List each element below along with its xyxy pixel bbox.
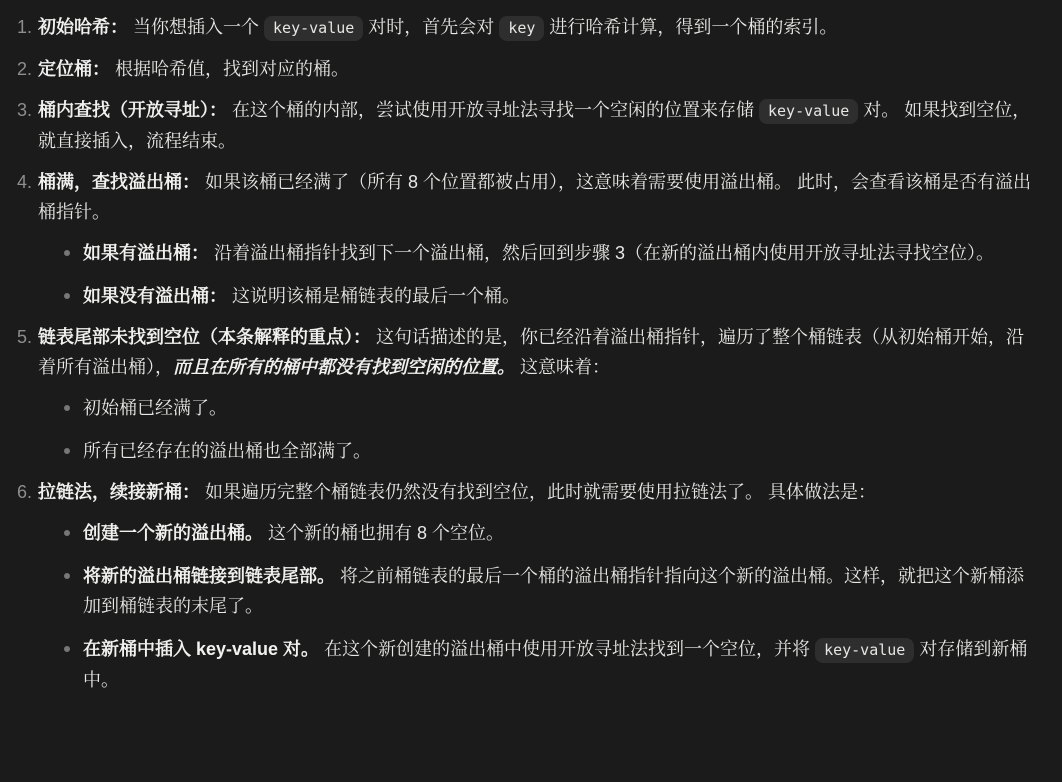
bold-italic-text: 而且在所有的桶中都没有找到空闲的位置。 xyxy=(173,357,515,377)
list-item xyxy=(0,54,1034,84)
bullet-icon xyxy=(64,573,70,579)
sub-list xyxy=(38,393,1034,466)
bullet-icon xyxy=(64,530,70,536)
text-run: 初始桶已经满了。 xyxy=(83,398,227,418)
inline-code: key-value xyxy=(264,16,363,41)
bullet-icon xyxy=(64,293,70,299)
bold-text: 桶满，查找溢出桶： xyxy=(38,172,200,192)
steps-list xyxy=(0,12,1034,695)
inline-code: key xyxy=(499,16,544,41)
sub-list-item xyxy=(38,561,1034,621)
sub-list-item xyxy=(38,238,1034,268)
list-item-content xyxy=(38,12,1034,43)
text-run: 这说明该桶是桶链表的最后一个桶。 xyxy=(227,286,520,306)
text-run: 对。 如果找到空位，就直接插入，流程结束。 xyxy=(38,100,1031,151)
inline-code: key-value xyxy=(759,99,858,124)
list-item-content xyxy=(38,95,1034,156)
list-item-content xyxy=(38,167,1034,311)
list-number: 6. xyxy=(16,482,32,502)
list-number: 2. xyxy=(16,59,32,79)
bold-text: 如果没有溢出桶： xyxy=(83,286,227,306)
sub-list xyxy=(38,518,1034,695)
sub-list xyxy=(38,238,1034,311)
bullet-icon xyxy=(64,250,70,256)
bullet-icon xyxy=(64,646,70,652)
sub-list-item xyxy=(38,518,1034,548)
text-run: 根据哈希值，找到对应的桶。 xyxy=(110,59,349,79)
bullet-icon xyxy=(64,405,70,411)
list-item xyxy=(0,95,1034,156)
bold-text: 如果有溢出桶： xyxy=(83,243,209,263)
list-item xyxy=(0,167,1034,311)
list-item-content xyxy=(38,322,1034,466)
text-run: 对时，首先会对 xyxy=(363,17,500,37)
text-run: 进行哈希计算，得到一个桶的索引。 xyxy=(544,17,838,37)
bullet-icon xyxy=(64,448,70,454)
bold-text: 定位桶： xyxy=(38,59,110,79)
bold-text: 链表尾部未找到空位（本条解释的重点）： xyxy=(38,327,371,347)
list-item xyxy=(0,12,1034,43)
text-run: 如果遍历完整个桶链表仍然没有找到空位，此时就需要使用拉链法了。 具体做法是： xyxy=(200,482,876,502)
bold-text: 桶内查找（开放寻址）： xyxy=(38,100,227,120)
text-run: 这个新的桶也拥有 8 个空位。 xyxy=(263,523,505,543)
bold-text: 将新的溢出桶链接到链表尾部。 xyxy=(83,566,335,586)
sub-list-item xyxy=(38,634,1034,695)
text-run: 在这个新创建的溢出桶中使用开放寻址法找到一个空位，并将 xyxy=(319,639,816,659)
sub-list-item xyxy=(38,436,1034,466)
list-item-content xyxy=(38,54,1034,84)
text-run: 这句话描述的是，你已经沿着溢出桶指针，遍历了整个桶链表（从初始桶开始，沿着所有溢出桶）， xyxy=(38,327,1024,377)
list-number: 1. xyxy=(16,17,32,37)
list-number: 3. xyxy=(16,100,32,120)
list-number: 5. xyxy=(16,327,32,347)
sub-list-item xyxy=(38,393,1034,423)
bold-text: 创建一个新的溢出桶。 xyxy=(83,523,263,543)
bold-text: 拉链法，续接新桶： xyxy=(38,482,200,502)
sub-list-item xyxy=(38,281,1034,311)
text-run: 所有已经存在的溢出桶也全部满了。 xyxy=(83,441,371,461)
bold-text: 初始哈希： xyxy=(38,17,128,37)
text-run: 这意味着： xyxy=(515,357,611,377)
inline-code: key-value xyxy=(815,638,914,663)
text-run: 将之前桶链表的最后一个桶的溢出桶指针指向这个新的溢出桶。这样，就把这个新桶添加到桶链表的末尾了。 xyxy=(83,566,1024,616)
text-run: 沿着溢出桶指针找到下一个溢出桶，然后回到步骤 3（在新的溢出桶内使用开放寻址法寻找空位）。 xyxy=(209,243,995,263)
text-run: 对存储到新桶中。 xyxy=(83,639,1028,690)
list-number: 4. xyxy=(16,172,32,192)
text-run: 当你想插入一个 xyxy=(128,17,265,37)
list-item xyxy=(0,322,1034,466)
bold-text: 在新桶中插入 key-value 对。 xyxy=(83,639,320,659)
list-item xyxy=(0,477,1034,695)
text-run: 如果该桶已经满了（所有 8 个位置都被占用），这意味着需要使用溢出桶。 此时，会查看该桶是否有溢出桶指针。 xyxy=(38,172,1032,222)
list-item-content xyxy=(38,477,1034,695)
text-run: 在这个桶的内部，尝试使用开放寻址法寻找一个空闲的位置来存储 xyxy=(227,100,759,120)
